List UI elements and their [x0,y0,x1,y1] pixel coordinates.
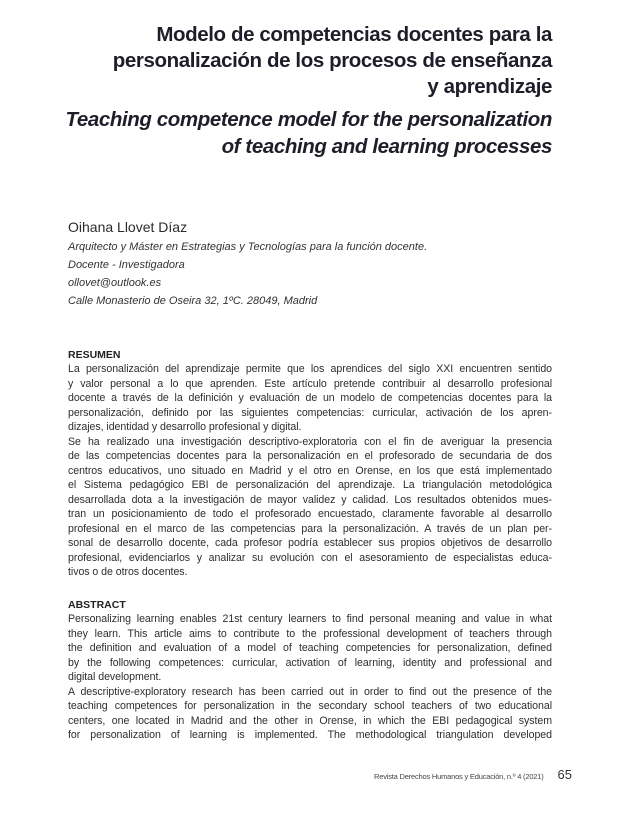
resumen-body [68,362,552,580]
author-name: Oihana Llovet Díaz [68,219,188,235]
page-number: 65 [557,767,572,782]
abstract-text-line: Personalizing learning enables 21st century learners to find personal meaning and value in what [68,613,552,625]
abstract-text-line: by the following competences: curricular, activation of learning, identity and professional and [68,656,552,669]
title-spanish [32,22,552,100]
resumen-text-line: tran un posicionamiento de todo el profesorado encuestado, claramente favorable al desarrollo [68,508,552,520]
resumen-text-line: el Sistema pedagógico EBI de personalización del aprendizaje. La triangulación metodológica [68,479,552,491]
author-email: ollovet@outlook.es [68,277,162,289]
author-role: Docente - Investigadora [68,259,185,271]
resumen-text-line: desarrollada dota a la investigación de mayor validez y calidad. Los resultados obtenidos mues- [68,493,552,506]
author-affiliation: Arquitecto y Máster en Estrategias y Tecnologías para la función docente. [68,241,428,253]
resumen-text-line: y valor personal a lo que aprenden. Este artículo pretende contribuir al desarrollo profesional [68,377,552,390]
resumen-text-line: La personalización del aprendizaje permite que los aprendices del siglo XXI encuentren sentido [68,363,552,375]
author-address: Calle Monasterio de Oseira 32, 1ºC. 28049, Madrid [68,295,318,307]
resumen-text-line: Se ha realizado una investigación descriptivo-exploratoria con el fin de averiguar la presencia [68,435,552,448]
title-english-line: of teaching and learning processes [221,135,552,158]
resumen-text-line: personalización, definido por las siguientes competencias: curricular, activación de los apren- [68,406,552,419]
resumen-text-line: profesional en el marco de las competencias para la personalización. A través de un plan per- [68,522,552,535]
abstract-text-line: digital development. [68,671,162,683]
abstract-text-line: they learn. This article aims to contribute to the professional development of teachers through [68,627,552,640]
resumen-text-line: profesional, evidenciarlos y analizar su evolución con el asesoramiento de especialistas educa- [68,551,552,564]
resumen-text-line: sonal de desarrollo docente, cada profesor podría establecer sus propios objetivos de desarrollo [68,537,552,549]
page-footer [374,767,572,782]
author-block [68,218,548,310]
abstract-text-line: for personalization of learning is implemented. The methodological triangulation developed [68,729,552,741]
abstract-section [68,598,552,743]
resumen-section [68,348,552,580]
resumen-text-line: dizajes, identidad y desarrollo profesional y digital. [68,421,302,433]
title-english-line: Teaching competence model for the personalization [65,108,552,131]
resumen-text-line: de las competencias docentes para la personalización en el profesorado de secundaria de dos [68,450,552,462]
abstract-heading: ABSTRACT [68,599,126,611]
abstract-text-line: teaching competences for personalization in the secondary school teachers of two educational [68,700,552,712]
abstract-text-line: the definition and evaluation of a model of teaching competencies for personalization, defined [68,642,552,654]
journal-citation: Revista Derechos Humanos y Educación, n.º 4 (2021) [374,772,544,781]
title-spanish-line: Modelo de competencias docentes para la [156,23,552,46]
resumen-text-line: docente a través de la definición y evaluación de un modelo de competencias docentes para la [68,392,552,404]
resumen-heading: RESUMEN [68,349,121,361]
title-block [32,22,552,160]
abstract-text-line: A descriptive-exploratory research has been carried out in order to find out the presence of the [68,685,552,698]
title-spanish-line: y aprendizaje [427,75,552,98]
abstract-text-line: centers, one located in Madrid and the other in Orense, in which the EBI pedagogical system [68,714,552,727]
resumen-text-line: centros educativos, uno situado en Madrid y el otro en Orense, en los que está implementado [68,464,552,477]
title-english [32,106,552,160]
title-spanish-line: personalización de los procesos de enseñanza [112,49,552,72]
resumen-text-line: tivos o de otros docentes. [68,566,188,578]
abstract-body [68,612,552,743]
